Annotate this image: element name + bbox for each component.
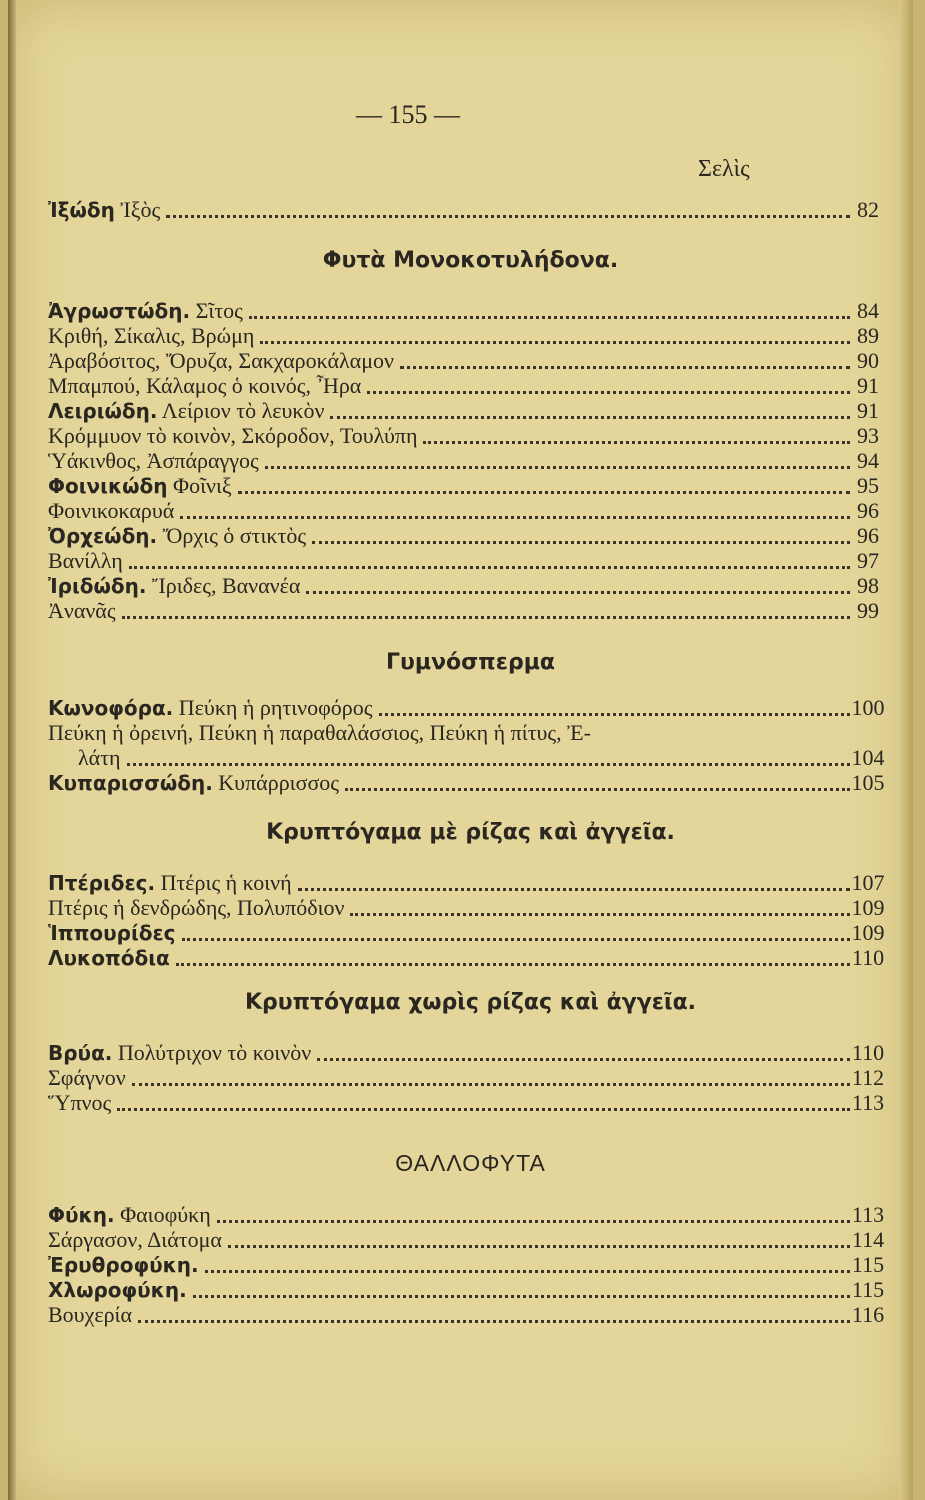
entry-family-name: Φύκη. xyxy=(48,1203,115,1227)
index-entry xyxy=(48,346,879,374)
dot-leader xyxy=(260,341,850,344)
entry-text: Σῖτος xyxy=(190,298,243,323)
entry-label xyxy=(48,1302,132,1328)
index-entry xyxy=(48,396,879,424)
entry-text: Κρόμμυον τὸ κοινὸν, Σκόροδον, Τουλύπη xyxy=(48,423,418,448)
dot-leader xyxy=(129,566,850,569)
entry-family-name: Βρύα. xyxy=(48,1041,113,1065)
entry-text: Κριθή, Σίκαλις, Βρώμη xyxy=(48,323,255,348)
entry-text: Πτέρις ἡ δενδρώδης, Πολυπόδιον xyxy=(48,895,345,920)
entry-page-number: 100 xyxy=(851,695,885,720)
dot-leader xyxy=(180,516,850,519)
entry-text: Σάργασον, Διάτομα xyxy=(48,1227,222,1252)
entry-page-number: 114 xyxy=(851,1227,885,1252)
page-column-header: Σελὶς xyxy=(698,156,750,182)
index-entry xyxy=(48,446,879,474)
dot-leader xyxy=(117,1108,850,1111)
dot-leader xyxy=(317,1058,850,1061)
index-entry xyxy=(48,1088,885,1116)
entry-text: Ὄρχις ὁ στικτὸς xyxy=(157,523,307,548)
entry-text: Μπαμπού, Κάλαμος ὁ κοινός, Ἦρα xyxy=(48,373,362,398)
dot-leader xyxy=(217,1220,850,1223)
entry-label xyxy=(48,197,160,223)
entry-text: Πολύτριχον τὸ κοινὸν xyxy=(112,1040,312,1065)
dot-leader xyxy=(330,416,850,419)
entry-family-name: Λειριώδη. xyxy=(48,399,158,423)
entry-page-number: 90 xyxy=(857,348,879,373)
dot-leader xyxy=(312,541,850,544)
entry-text: Ἰξὸς xyxy=(114,197,161,222)
entry-family-name: Κυπαρισσώδη. xyxy=(48,771,213,795)
entry-page-number: 110 xyxy=(851,945,885,970)
index-entry xyxy=(48,571,879,599)
dot-leader xyxy=(132,1083,850,1086)
index-entry xyxy=(48,321,879,349)
entry-page-number: 110 xyxy=(851,1040,885,1065)
index-entry xyxy=(48,521,879,549)
dot-leader xyxy=(350,913,850,916)
dot-leader xyxy=(238,491,850,494)
dot-leader xyxy=(423,441,850,444)
entry-text: Ἀραβόσιτος, Ὄρυζα, Σακχαροκάλαμον xyxy=(48,348,394,373)
dot-leader xyxy=(182,938,850,941)
index-entry xyxy=(48,868,885,896)
dot-leader xyxy=(367,391,850,394)
entry-page-number: 91 xyxy=(857,373,879,398)
entry-text: Πεύκη ἡ ὀρεινή, Πεύκη ἡ παραθαλάσσιος, Πεύκη ἡ πίτυς, Ἐ- xyxy=(48,720,591,745)
page-number: — 155 — xyxy=(356,100,460,129)
entry-family-name: Πτέριδες. xyxy=(48,871,156,895)
book-page xyxy=(8,0,913,1500)
index-entry xyxy=(48,693,885,721)
entry-family-name: Ἱππουρίδες xyxy=(48,921,176,945)
entry-text: Λείριον τὸ λευκὸν xyxy=(157,398,325,423)
entry-page-number: 96 xyxy=(857,523,879,548)
entry-text: Φοινικοκαρυά xyxy=(48,498,175,523)
section-heading: ΘΑΛΛΟΦΥΤΑ xyxy=(395,1150,546,1176)
entry-page-number: 84 xyxy=(857,298,879,323)
dot-leader xyxy=(306,591,850,594)
entry-family-name: Ἰξώδη xyxy=(48,198,115,222)
entry-family-name: Φοινικώδη xyxy=(48,474,168,498)
dot-leader xyxy=(298,888,850,891)
index-entry xyxy=(48,1200,885,1228)
entry-page-number: 113 xyxy=(851,1202,885,1227)
entry-page-number: 89 xyxy=(857,323,879,348)
index-entry xyxy=(48,1063,885,1091)
index-entry xyxy=(48,893,885,921)
entry-text: Ὕπνος xyxy=(48,1090,112,1115)
entry-page-number: 94 xyxy=(857,448,879,473)
dot-leader xyxy=(205,1270,850,1273)
dot-leader xyxy=(345,788,850,791)
index-entry xyxy=(48,943,885,971)
index-entry xyxy=(48,1038,885,1066)
index-entry xyxy=(48,471,879,499)
index-entry xyxy=(48,1300,885,1328)
entry-text: Φαιοφύκη xyxy=(114,1202,211,1227)
entry-page-number: 96 xyxy=(857,498,879,523)
entry-text: Πτέρις ἡ κοινή xyxy=(155,870,292,895)
entry-text: Σφάγνον xyxy=(48,1065,126,1090)
section-heading: Κρυπτόγαμα χωρὶς ρίζας καὶ ἀγγεῖα. xyxy=(244,990,697,1015)
entry-page-number: 95 xyxy=(857,473,879,498)
entry-page-number: 115 xyxy=(851,1252,885,1277)
index-entry xyxy=(48,918,885,946)
entry-page-number: 109 xyxy=(851,920,885,945)
page-right-edge xyxy=(899,0,913,1500)
index-entry xyxy=(48,768,885,796)
entry-page-number: 91 xyxy=(857,398,879,423)
dot-leader xyxy=(379,713,851,716)
index-entry xyxy=(48,1275,885,1303)
entry-page-number: 93 xyxy=(857,423,879,448)
entry-family-name: Ἐρυθροφύκη. xyxy=(48,1253,199,1277)
entry-label xyxy=(48,598,116,624)
entry-text: λάτη xyxy=(78,745,121,770)
entry-page-number: 115 xyxy=(851,1277,885,1302)
dot-leader xyxy=(193,1295,850,1298)
entry-text: Πεύκη ἡ ρητινοφόρος xyxy=(173,695,373,720)
index-entry xyxy=(48,371,879,399)
entry-page-number: 104 xyxy=(851,745,885,770)
entry-text: Βουχερία xyxy=(48,1302,132,1327)
entry-text: Ἴριδες, Βανανέα xyxy=(146,573,301,598)
section-heading: Κρυπτόγαμα μὲ ρίζας καὶ ἀγγεῖα. xyxy=(266,820,675,845)
index-entry xyxy=(48,596,879,624)
entry-page-number: 109 xyxy=(851,895,885,920)
entry-page-number: 97 xyxy=(857,548,879,573)
entry-page-number: 112 xyxy=(851,1065,885,1090)
dot-leader xyxy=(265,466,850,469)
index-entry xyxy=(48,546,879,574)
entry-page-number: 113 xyxy=(851,1090,885,1115)
entry-label xyxy=(48,1090,111,1116)
page-left-edge xyxy=(8,0,16,1500)
entry-label xyxy=(48,770,339,796)
section-heading: Φυτὰ Μονοκοτυλήδονα. xyxy=(322,248,619,273)
dot-leader xyxy=(127,763,850,766)
dot-leader xyxy=(249,316,850,319)
index-entry xyxy=(48,1225,885,1253)
entry-text: Βανίλλη xyxy=(48,548,123,573)
entry-page-number: 116 xyxy=(851,1302,885,1327)
index-entry xyxy=(48,296,879,324)
entry-label xyxy=(48,945,170,971)
dot-leader xyxy=(138,1320,850,1323)
dot-leader xyxy=(400,366,850,369)
index-entry xyxy=(48,743,885,771)
index-entry xyxy=(48,421,879,449)
dot-leader xyxy=(166,215,850,218)
entry-family-name: Λυκοπόδια xyxy=(48,946,170,970)
entry-family-name: Χλωροφύκη. xyxy=(48,1278,187,1302)
dot-leader xyxy=(122,616,850,619)
index-entry xyxy=(48,195,879,223)
entry-page-number: 99 xyxy=(857,598,879,623)
entry-page-number: 107 xyxy=(851,870,885,895)
entry-family-name: Ἀγρωστώδη. xyxy=(48,299,191,323)
entry-page-number: 82 xyxy=(857,197,879,222)
index-entry xyxy=(48,718,858,746)
dot-leader xyxy=(228,1245,850,1248)
dot-leader xyxy=(176,963,850,966)
entry-family-name: Κωνοφόρα. xyxy=(48,696,174,720)
entry-text: Ἀνανᾶς xyxy=(48,598,116,623)
entry-text: Ὑάκινθος, Ἀσπάραγγος xyxy=(48,448,259,473)
entry-page-number: 98 xyxy=(857,573,879,598)
entry-family-name: Ἰριδώδη. xyxy=(48,574,147,598)
entry-text: Φοῖνιξ xyxy=(167,473,232,498)
entry-page-number: 105 xyxy=(851,770,885,795)
index-entry xyxy=(48,496,879,524)
section-heading: Γυμνόσπερμα xyxy=(386,650,555,675)
entry-family-name: Ὀρχεώδη. xyxy=(48,524,158,548)
entry-text: Κυπάρρισσος xyxy=(212,770,340,795)
index-entry xyxy=(48,1250,885,1278)
